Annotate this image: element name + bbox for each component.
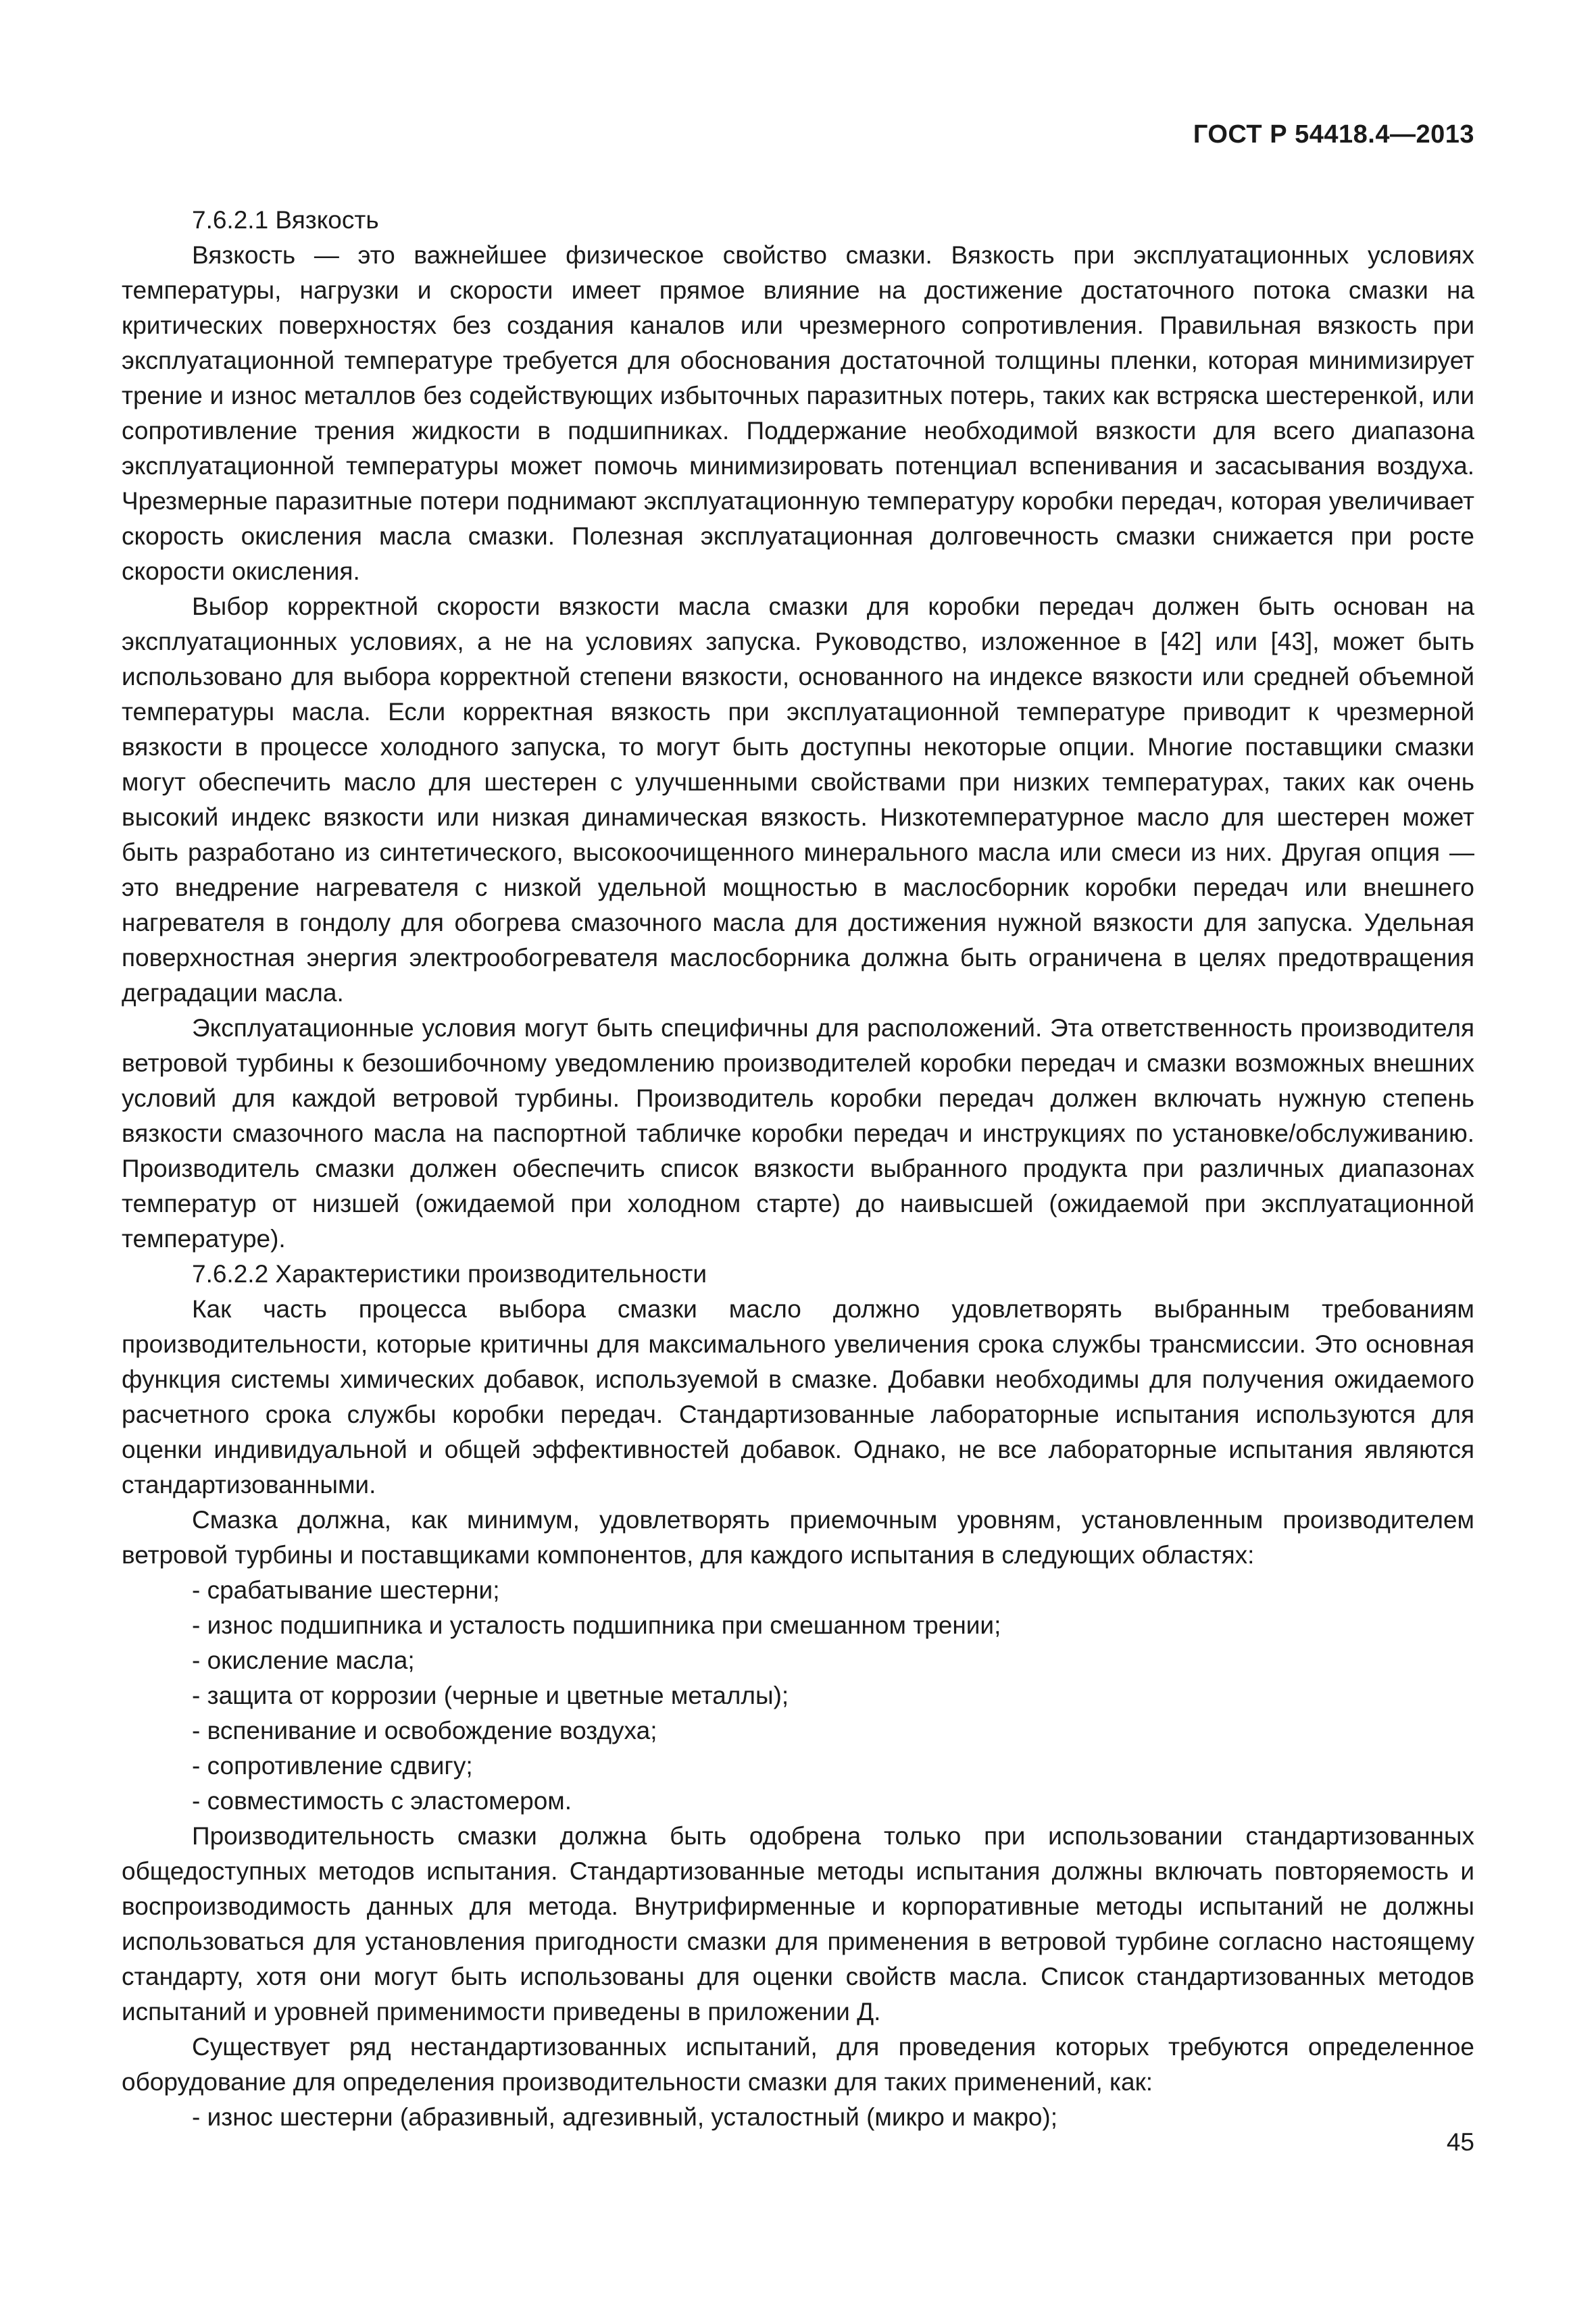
list-item: - износ подшипника и усталость подшипника при смешанном трении; — [192, 1611, 1001, 1639]
paragraph: Эксплуатационные условия могут быть специфичны для расположений. Эта ответственность производителя ветровой турбины к безошибочному уведомлению производителей коробки передач и смазки возможных внешних условий для каждой ветровой турбины. Производитель коробки передач должен включать нужную степень вязкости смазочного масла на паспортной табличке коробки передач и инструкциях по установке/обслуживанию. Производитель смазки должен обеспечить список вязкости выбранного продукта при различных диапазонах температур от низшей (ожидаемой при холодном старте) до наивысшей (ожидаемой при эксплуатационной температуре). — [122, 1014, 1474, 1253]
page-number: 45 — [1446, 2128, 1474, 2156]
list-item: - совместимость с эластомером. — [192, 1787, 572, 1815]
paragraph: Как часть процесса выбора смазки масло должно удовлетворять выбранным требованиям производительности, которые критичны для максимального увеличения срока службы трансмиссии. Это основная функция системы химических добавок, используемой в смазке. Добавки необходимы для получения ожидаемого расчетного срока службы коробки передач. Стандартизованные лабораторные испытания используются для оценки индивидуальной и общей эффективностей добавок. Однако, не все лабораторные испытания являются стандартизованными. — [122, 1295, 1474, 1499]
paragraph: Смазка должна, как минимум, удовлетворять приемочным уровням, установленным производителем ветровой турбины и поставщиками компонентов, для каждого испытания в следующих областях: — [122, 1506, 1474, 1569]
list-item: - вспенивание и освобождение воздуха; — [192, 1717, 657, 1744]
section-heading-viscosity: 7.6.2.1 Вязкость — [192, 206, 379, 234]
document-body — [122, 203, 1474, 2135]
list-item: - защита от коррозии (черные и цветные металлы); — [192, 1682, 789, 1709]
paragraph: Существует ряд нестандартизованных испытаний, для проведения которых требуются определенное оборудование для определения производительности смазки для таких применений, как: — [122, 2033, 1474, 2096]
paragraph: Производительность смазки должна быть одобрена только при использовании стандартизованных общедоступных методов испытания. Стандартизованные методы испытания должны включать повторяемость и воспроизводимость данных для метода. Внутрифирменные и корпоративные методы испытаний не должны использоваться для установления пригодности смазки для применения в ветровой турбине согласно настоящему стандарту, хотя они могут быть использованы для оценки свойств масла. Список стандартизованных методов испытаний и уровней применимости приведены в приложении Д. — [122, 1822, 1474, 2026]
list-item: - износ шестерни (абразивный, адгезивный, усталостный (микро и макро); — [192, 2103, 1058, 2131]
document-code-header: ГОСТ Р 54418.4—2013 — [1193, 120, 1474, 149]
section-heading-performance: 7.6.2.2 Характеристики производительности — [192, 1260, 707, 1288]
paragraph: Вязкость — это важнейшее физическое свойство смазки. Вязкость при эксплуатационных условиях температуры, нагрузки и скорости имеет прямое влияние на достижение достаточного потока смазки на критических поверхностях без создания каналов или чрезмерного сопротивления. Правильная вязкость при эксплуатационной температуре требуется для обоснования достаточной толщины пленки, которая минимизирует трение и износ металлов без содействующих избыточных паразитных потерь, таких как встряска шестеренкой, или сопротивление трения жидкости в подшипниках. Поддержание необходимой вязкости для всего диапазона эксплуатационной температуры может помочь минимизировать потенциал вспенивания и засасывания воздуха. Чрезмерные паразитные потери поднимают эксплуатационную температуру коробки передач, которая увеличивает скорость окисления масла смазки. Полезная эксплуатационная долговечность смазки снижается при росте скорости окисления. — [122, 241, 1474, 585]
paragraph: Выбор корректной скорости вязкости масла смазки для коробки передач должен быть основан на эксплуатационных условиях, а не на условиях запуска. Руководство, изложенное в [42] или [43], может быть использовано для выбора корректной степени вязкости, основанного на индексе вязкости или средней объемной температуры масла. Если корректная вязкость при эксплуатационной температуре приводит к чрезмерной вязкости в процессе холодного запуска, то могут быть доступны некоторые опции. Многие поставщики смазки могут обеспечить масло для шестерен с улучшенными свойствами при низких температурах, таких как очень высокий индекс вязкости или низкая динамическая вязкость. Низкотемпературное масло для шестерен может быть разработано из синтетического, высокоочищенного минерального масла или смеси из них. Другая опция — это внедрение нагревателя с низкой удельной мощностью в маслосборник коробки передач или внешнего нагревателя в гондолу для обогрева смазочного масла для достижения нужной вязкости для запуска. Удельная поверхностная энергия электрообогревателя маслосборника должна быть ограничена в целях предотвращения деградации масла. — [122, 593, 1474, 1007]
list-item: - окисление масла; — [192, 1646, 415, 1674]
list-item: - срабатывание шестерни; — [192, 1576, 500, 1604]
list-item: - сопротивление сдвигу; — [192, 1752, 473, 1780]
